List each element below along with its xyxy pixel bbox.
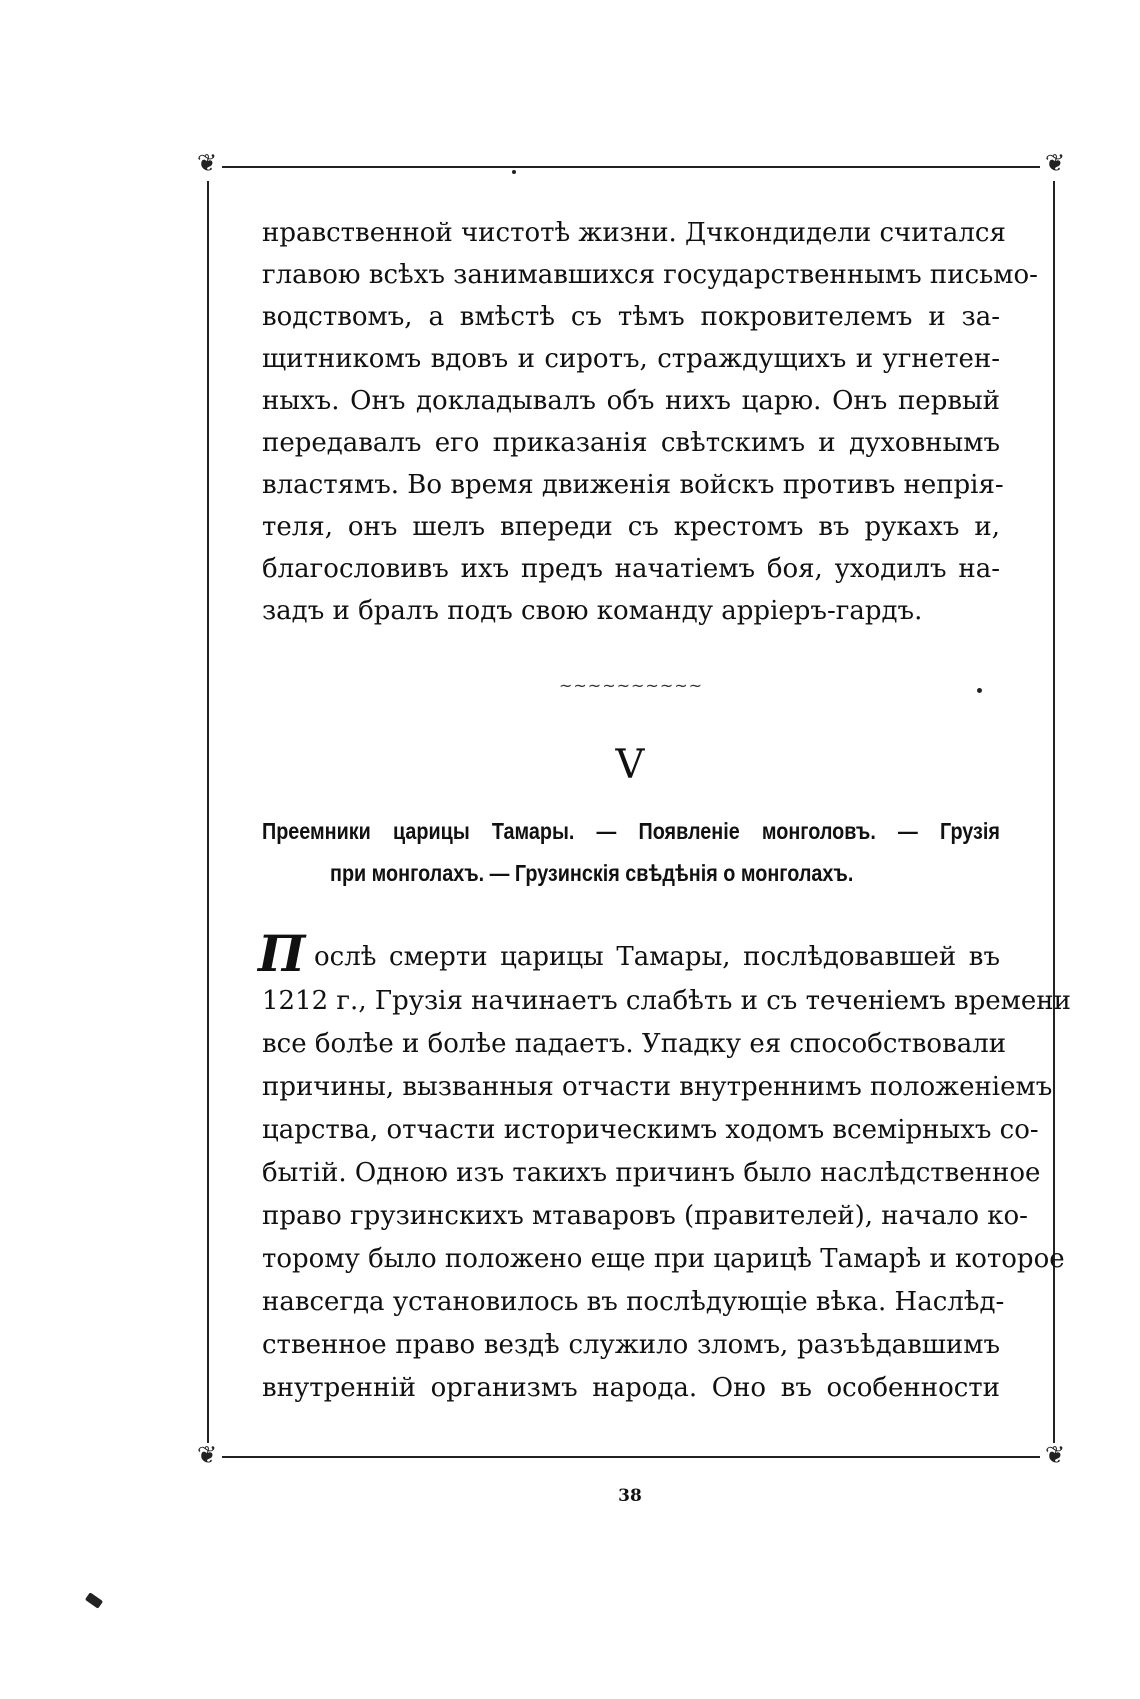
text-line: властямъ. Во время движенія войскъ противъ непрія-	[262, 470, 1004, 500]
scan-speck	[977, 688, 982, 693]
text-line: щитникомъ вдовъ и сиротъ, страждущихъ и угнетен-	[262, 344, 1000, 374]
corner-ornament-icon: ❦	[1040, 151, 1070, 181]
text-line: внутренній организмъ народа. Оно въ особенности	[262, 1373, 1000, 1403]
text-line: благословивъ ихъ предъ начатіемъ боя, уходилъ на-	[262, 554, 1000, 584]
scan-speck	[512, 170, 516, 174]
chapter-heading-line: Преемники царицы Тамары. — Появленіе монголовъ. — Грузія	[262, 818, 1000, 844]
chapter-heading-line: при монголахъ. — Грузинскія свѣдѣнія о монголахъ.	[330, 860, 854, 886]
text-line: передавалъ его приказанія свѣтскимъ и духовнымъ	[262, 428, 1000, 458]
text-line: теля, онъ шелъ впереди съ крестомъ въ рукахъ и,	[262, 512, 1000, 542]
text-line: бытій. Одною изъ такихъ причинъ было наслѣдственное	[262, 1158, 1041, 1188]
text-line: главою всѣхъ занимавшихся государственнымъ письмо-	[262, 260, 1038, 290]
text-line: навсегда установилось въ послѣдующіе вѣка. Наслѣд-	[262, 1287, 1005, 1317]
scan-speck	[85, 1592, 103, 1609]
page-number: 38	[618, 1486, 642, 1506]
text-line: царства, отчасти историческимъ ходомъ всемірныхъ со-	[262, 1115, 1039, 1145]
text-line: 1212 г., Грузія начинаетъ слабѣть и съ теченіемъ времени	[262, 986, 1071, 1016]
corner-ornament-icon: ❦	[192, 1443, 222, 1473]
section-separator: ~~~~~~~~~~	[558, 676, 704, 695]
text-line: ственное право вездѣ служило зломъ, разъѣдавшимъ	[262, 1330, 1000, 1360]
text-line: причины, вызванныя отчасти внутреннимъ положеніемъ	[262, 1072, 1053, 1102]
corner-ornament-icon: ❦	[192, 151, 222, 181]
text-line: ныхъ. Онъ докладывалъ объ нихъ царю. Онъ первый	[262, 386, 1000, 416]
corner-ornament-icon: ❦	[1040, 1443, 1070, 1473]
drop-cap: П	[258, 924, 306, 983]
chapter-numeral: V	[615, 742, 645, 788]
text-line: торому было положено еще при царицѣ Тамарѣ и которое	[262, 1244, 1065, 1274]
text-line: право грузинскихъ мтаваровъ (правителей), начало ко-	[262, 1201, 1028, 1231]
text-line: ослѣ смерти царицы Тамары, послѣдовавшей въ	[314, 942, 1000, 972]
text-line: нравственной чистотѣ жизни. Дчкондидели считался	[262, 218, 1006, 248]
text-line: все болѣе и болѣе падаетъ. Упадку ея способствовали	[262, 1029, 1007, 1059]
text-line: водствомъ, а вмѣстѣ съ тѣмъ покровителемъ и за-	[262, 302, 1000, 332]
text-line: задъ и бралъ подъ свою команду арріеръ-гардъ.	[262, 596, 923, 626]
